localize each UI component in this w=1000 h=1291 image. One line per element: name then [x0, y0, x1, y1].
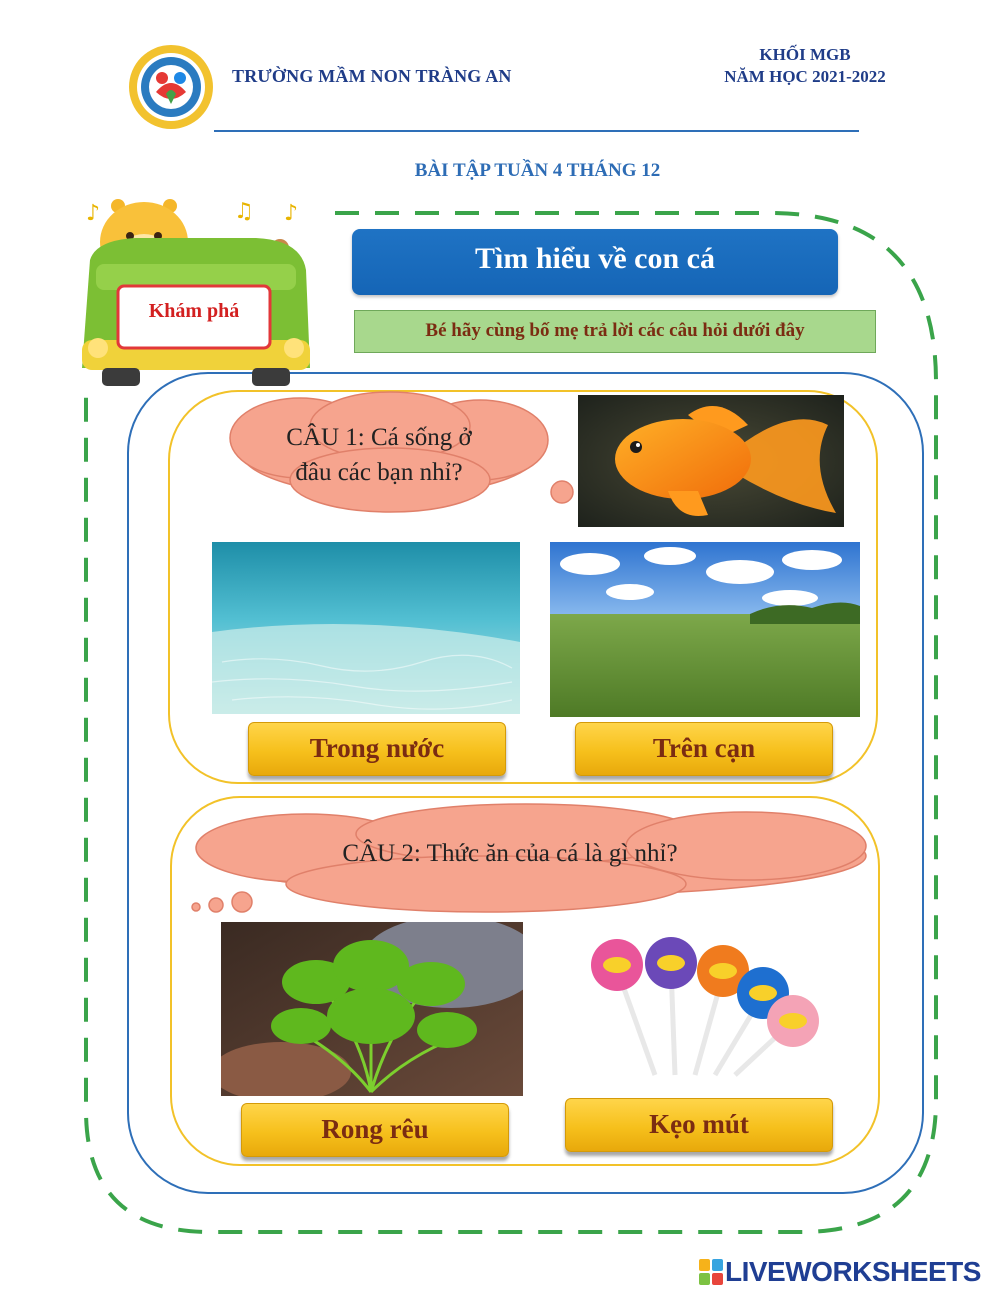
question-1-line-1: CÂU 1: Cá sống ở — [286, 424, 472, 451]
answer-trong-nuoc-button[interactable]: Trong nước — [248, 722, 506, 776]
question-1-text — [224, 420, 534, 490]
grade-label: KHỐI MGB — [759, 45, 851, 64]
meadow-image — [550, 542, 860, 717]
school-name: TRƯỜNG MẦM NON TRÀNG AN — [232, 66, 512, 86]
svg-text:♪: ♪ — [86, 201, 101, 226]
seaweed-image — [221, 922, 523, 1096]
liveworksheets-icon — [699, 1259, 723, 1285]
answer-keo-mut-button[interactable]: Kẹo mút — [565, 1098, 833, 1152]
instruction-banner: Bé hãy cùng bố mẹ trả lời các câu hỏi dưới đây — [354, 310, 876, 353]
svg-text:♪: ♪ — [284, 201, 299, 226]
goldfish-image — [578, 395, 844, 527]
underwater-image — [212, 542, 520, 714]
question-1-line-2: đâu các bạn nhỉ? — [295, 459, 463, 486]
liveworksheets-logo — [699, 1257, 981, 1287]
kham-pha-badge — [76, 190, 316, 390]
answer-rong-reu-button[interactable]: Rong rêu — [241, 1103, 509, 1157]
question-2-text: CÂU 2: Thức ăn của cá là gì nhỉ? — [342, 840, 678, 867]
lollipop-image — [585, 935, 835, 1085]
svg-text:♫: ♫ — [234, 199, 254, 224]
year-label: NĂM HỌC 2021-2022 — [724, 67, 886, 86]
week-title: BÀI TẬP TUẦN 4 THÁNG 12 — [414, 160, 661, 181]
answer-tren-can-button[interactable]: Trên cạn — [575, 722, 833, 776]
topic-banner: Tìm hiểu về con cá — [352, 229, 838, 295]
badge-label: Khám phá — [148, 300, 240, 322]
liveworksheets-brand: LIVEWORKSHEETS — [725, 1256, 981, 1287]
